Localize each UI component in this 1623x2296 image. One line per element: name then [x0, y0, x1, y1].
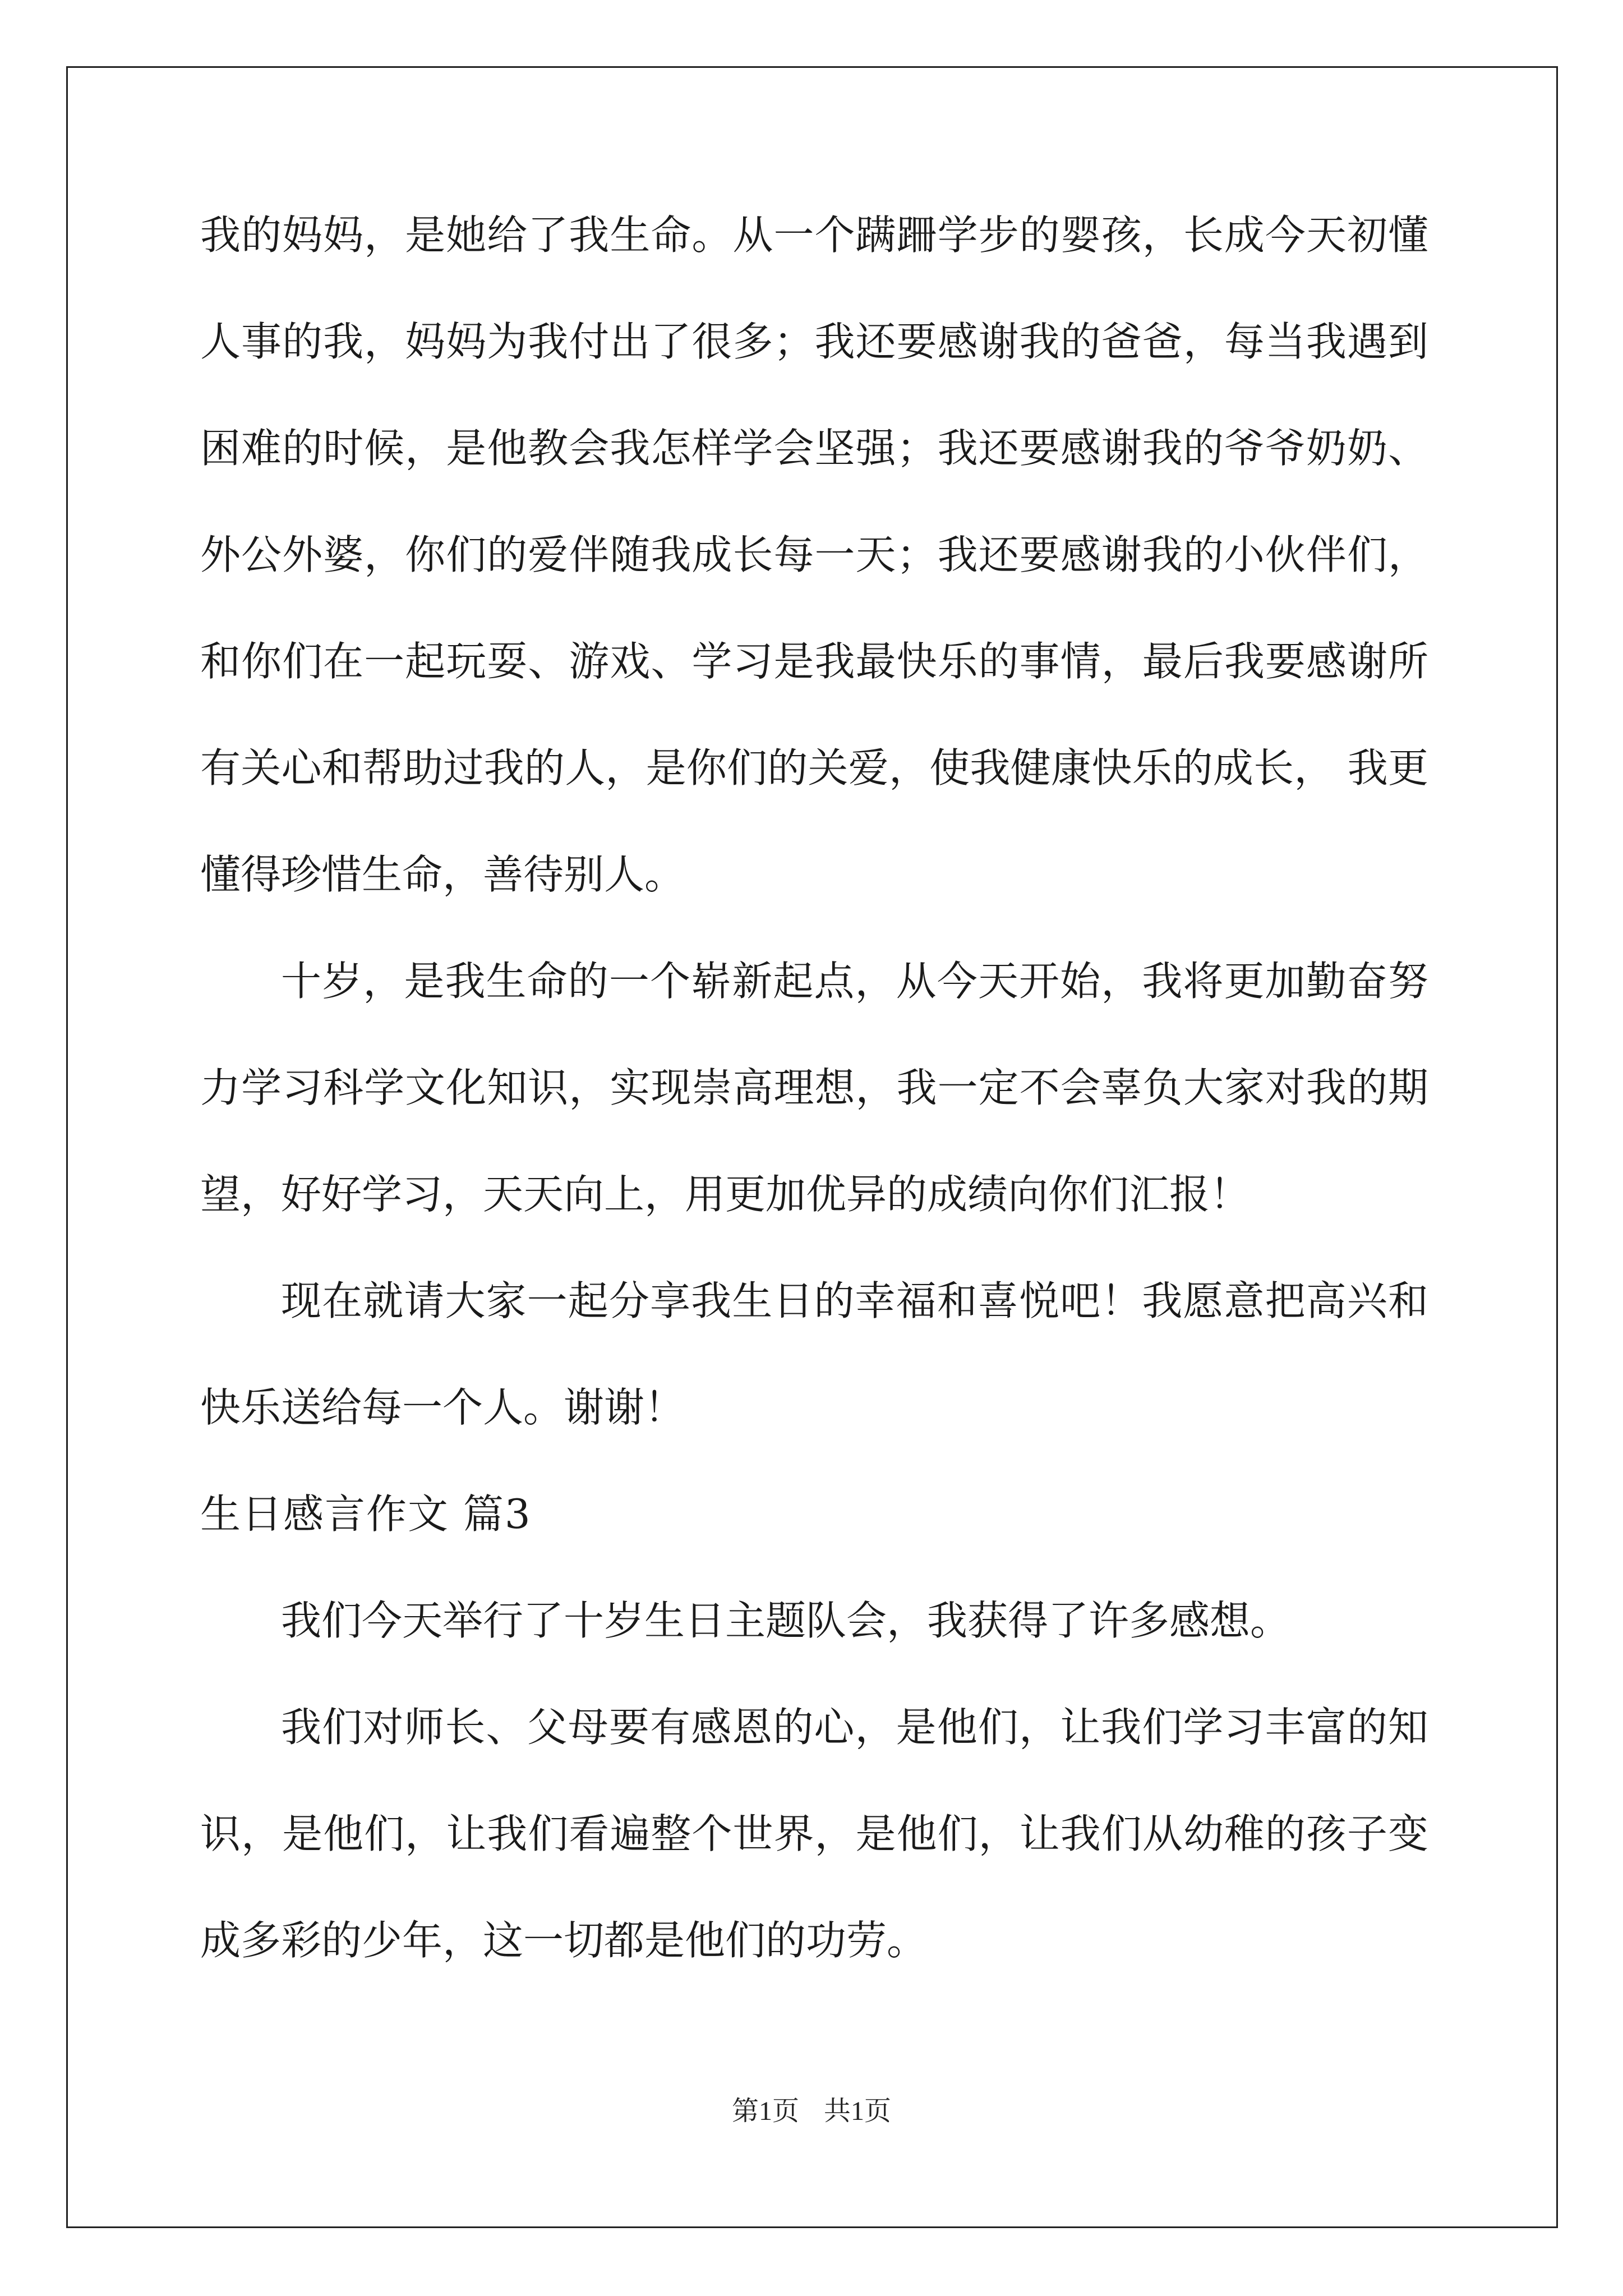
paragraph-line: 外公外婆，你们的爱伴随我成长每一天；我还要感谢我的小伙伴们， — [200, 531, 1428, 578]
paragraph-line: 有关心和帮助过我的人，是你们的关爱，使我健康快乐的成长， 我更 — [200, 744, 1428, 792]
page-footer — [0, 2098, 1623, 2125]
paragraph-line: 快乐送给每一个人。谢谢！ — [200, 1384, 685, 1431]
paragraph-line: 人事的我，妈妈为我付出了很多；我还要感谢我的爸爸，每当我遇到 — [200, 318, 1428, 365]
paragraph-line: 十岁，是我生命的一个崭新起点，从今天开始，我将更加勤奋努 — [281, 958, 1428, 1005]
paragraph-line: 我们对师长、父母要有感恩的心，是他们，让我们学习丰富的知 — [281, 1704, 1428, 1751]
paragraph-line: 望，好好学习，天天向上，用更加优异的成绩向你们汇报！ — [200, 1171, 1251, 1218]
paragraph-line: 困难的时候，是他教会我怎样学会坚强；我还要感谢我的爷爷奶奶、 — [200, 425, 1428, 472]
paragraph-line: 懂得珍惜生命，善待别人。 — [200, 851, 685, 898]
section-heading: 生日感言作文 篇3 — [200, 1490, 532, 1538]
document-body — [200, 211, 1428, 2027]
paragraph-line: 成多彩的少年，这一切都是他们的功劳。 — [200, 1917, 928, 1964]
page-number-total: 共1页 — [824, 2096, 892, 2126]
paragraph-line: 现在就请大家一起分享我生日的幸福和喜悦吧！我愿意把高兴和 — [281, 1277, 1428, 1324]
paragraph-line: 识，是他们，让我们看遍整个世界，是他们，让我们从幼稚的孩子变 — [200, 1810, 1428, 1857]
paragraph-line: 和你们在一起玩耍、游戏、学习是我最快乐的事情，最后我要感谢所 — [200, 638, 1428, 685]
page-number-current: 第1页 — [731, 2096, 799, 2126]
paragraph-line: 我的妈妈，是她给了我生命。从一个蹒跚学步的婴孩，长成今天初懂 — [200, 211, 1428, 259]
paragraph-line: 我们今天举行了十岁生日主题队会，我获得了许多感想。 — [281, 1597, 1291, 1644]
paragraph-line: 力学习科学文化知识，实现崇高理想，我一定不会辜负大家对我的期 — [200, 1064, 1428, 1111]
